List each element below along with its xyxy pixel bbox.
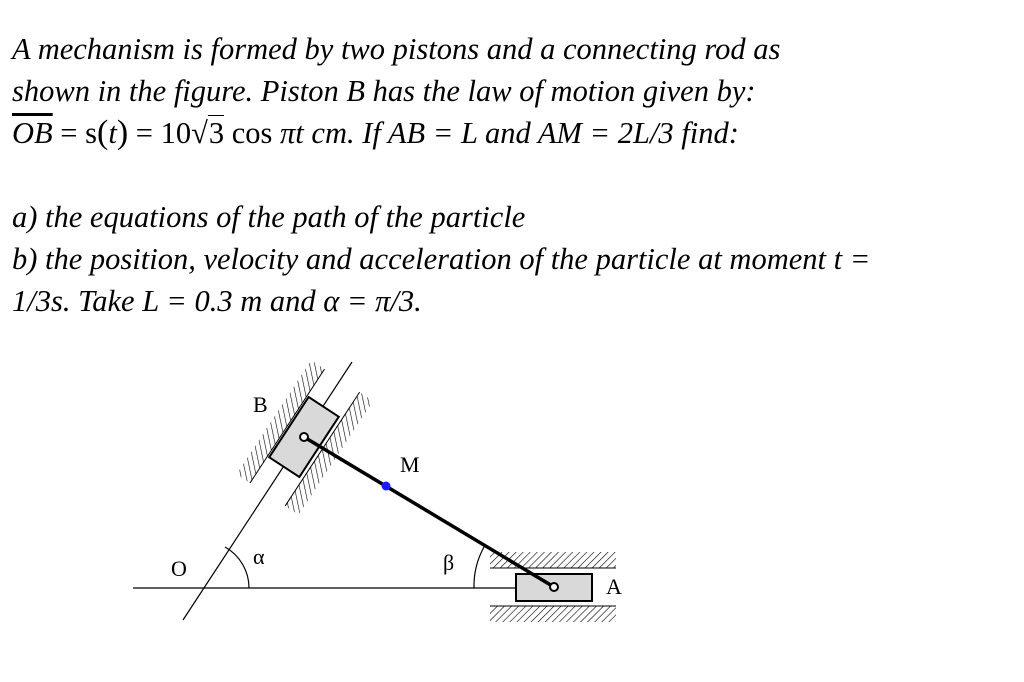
part-b-line-2: 1/3s. Take L = 0.3 m and α = π/3. [12,284,422,318]
eq-mid2: = 10 [128,116,192,150]
pin-a [550,583,558,591]
part-b-line-1: b) the position, velocity and acceleration of the particle at moment t = [12,242,871,276]
angle-alpha-arc [225,547,249,588]
eq-t: t [108,116,117,150]
label-o: O [171,556,187,581]
eq-cos: cos [224,116,281,150]
angle-beta-arc [474,547,484,588]
motion-equation: $\overline{OB} = s(t) = 10√3$ cos πt [12,114,304,151]
eq-pit: πt [280,116,304,150]
eq-mid1: = s [52,116,97,150]
eq-sqrt: 3 [208,116,225,150]
label-a: A [606,574,622,599]
part-a: a) the equations of the path of the particle [12,200,526,234]
label-beta: β [443,550,455,575]
eq-ob: $\overline{OB}$ [12,116,53,150]
slot-wall-bottom [490,606,616,622]
label-m: M [400,452,420,477]
statement-line-2: shown in the figure. Piston B has the law of motion given by: [12,74,756,108]
point-m [382,482,391,491]
label-b: B [253,392,268,417]
pin-b [300,433,308,441]
statement-line-1: A mechanism is formed by two pistons and a connecting rod as [12,32,781,66]
statement-line-3-rest: cm. If AB = L and AM = 2L/3 find: [303,116,739,150]
connecting-rod [304,437,554,587]
label-alpha: α [253,544,265,569]
